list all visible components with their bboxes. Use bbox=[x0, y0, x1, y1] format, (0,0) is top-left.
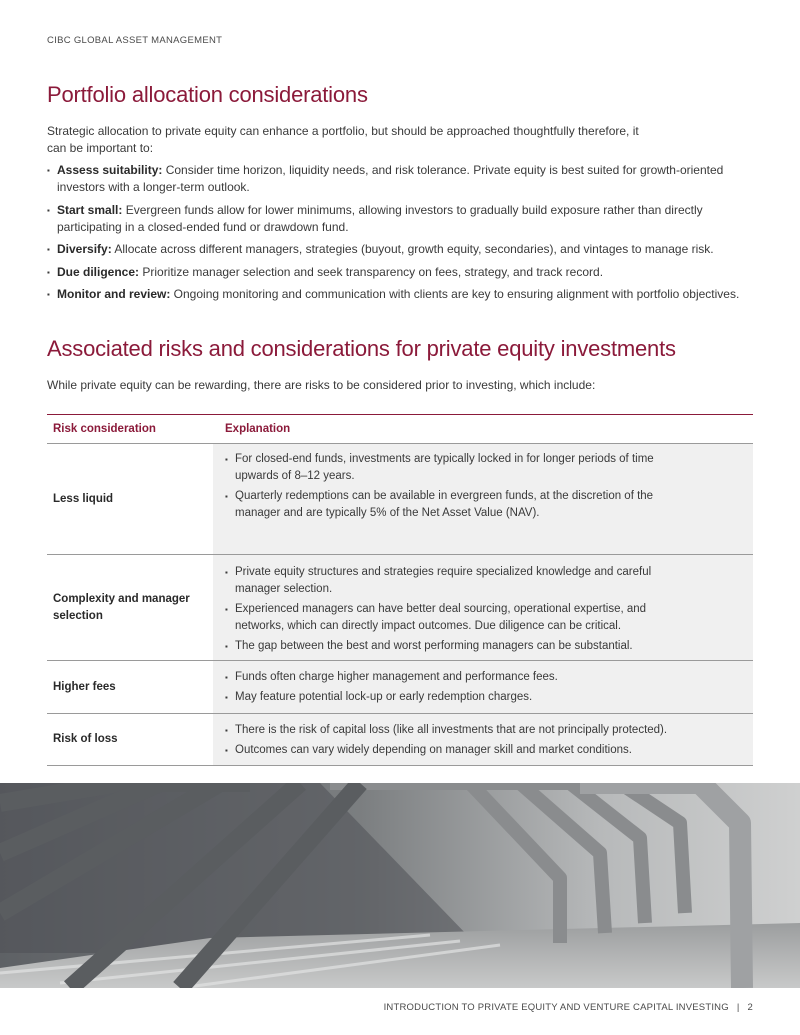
section-title-portfolio: Portfolio allocation considerations bbox=[47, 82, 368, 107]
bullet-diversify bbox=[47, 241, 757, 258]
table-row bbox=[47, 714, 753, 766]
explanation-point: ▪ For closed-end funds, investments are typically locked in for longer periods of time upwards of 8–12 years. bbox=[225, 451, 685, 485]
risk-name: Complexity and manager selection bbox=[53, 592, 190, 622]
bullet-monitor-review bbox=[47, 286, 757, 303]
risk-name: Higher fees bbox=[53, 680, 116, 693]
risk-explanation bbox=[213, 444, 753, 554]
bullet-start-small bbox=[47, 202, 757, 236]
risk-explanation bbox=[213, 555, 753, 660]
column-header-risk: Risk consideration bbox=[47, 415, 213, 443]
bullet-due-diligence bbox=[47, 264, 757, 281]
bullet-term: Start small: bbox=[57, 202, 123, 217]
risk-name: Risk of loss bbox=[53, 733, 118, 745]
footer-separator: | bbox=[736, 1002, 740, 1013]
explanation-point: ▪ Private equity structures and strategies require specialized knowledge and careful manager selection. bbox=[225, 564, 665, 598]
table-row bbox=[47, 555, 753, 661]
bullet-text: Ongoing monitoring and communication with clients are key to ensuring alignment with portfolio objectives. bbox=[170, 287, 740, 301]
footer-title: INTRODUCTION TO PRIVATE EQUITY AND VENTURE CAPITAL INVESTING bbox=[383, 1002, 729, 1013]
explanation-point: ▪ The gap between the best and worst performing managers can be substantial. bbox=[225, 638, 743, 655]
bullet-text: Evergreen funds allow for lower minimums, allowing investors to gradually build exposure rather than directly participating in a closed-ended fund or drawdown fund. bbox=[57, 202, 703, 234]
bullet-term: Diversify: bbox=[57, 242, 112, 256]
bullet-term: Monitor and review: bbox=[57, 287, 171, 301]
risks-intro: While private equity can be rewarding, there are risks to be considered prior to investing, which include: bbox=[47, 378, 596, 392]
bullet-term: Due diligence: bbox=[57, 264, 140, 279]
bullet-text: Allocate across different managers, strategies (buyout, growth equity, secondaries), and vintages to manage risk. bbox=[111, 242, 714, 256]
explanation-point: ▪ Quarterly redemptions can be available in evergreen funds, at the discretion of the manager and are typically 5% of the Net Asset Value (NAV). bbox=[225, 488, 685, 522]
explanation-point: ▪ There is the risk of capital loss (like all investments that are not principally protected). bbox=[225, 722, 743, 739]
table-header-row bbox=[47, 415, 753, 444]
explanation-point: ▪ Experienced managers can have better deal sourcing, operational expertise, and networks, which can directly impact outcomes. Due diligence can be critical. bbox=[225, 601, 675, 635]
page-footer bbox=[384, 1002, 753, 1013]
portfolio-bullet-list bbox=[47, 162, 757, 309]
bullet-text: Prioritize manager selection and seek transparency on fees, strategy, and track record. bbox=[139, 264, 604, 279]
concrete-arches-illustration bbox=[0, 783, 800, 988]
brand-header: CIBC GLOBAL ASSET MANAGEMENT bbox=[47, 35, 223, 46]
column-header-explanation: Explanation bbox=[213, 415, 753, 443]
table-row bbox=[47, 444, 753, 555]
bullet-term: Assess suitability: bbox=[57, 163, 163, 177]
explanation-point: ▪ May feature potential lock-up or early redemption charges. bbox=[225, 689, 743, 706]
risk-explanation bbox=[213, 661, 753, 713]
page-number: 2 bbox=[747, 1002, 753, 1013]
risk-explanation bbox=[213, 714, 753, 765]
explanation-point: ▪ Funds often charge higher management and performance fees. bbox=[225, 669, 743, 686]
portfolio-intro: Strategic allocation to private equity can enhance a portfolio, but should be approached thoughtfully therefore, it can be important to: bbox=[47, 124, 639, 155]
bullet-text: Consider time horizon, liquidity needs, and risk tolerance. Private equity is best suited for growth-oriented investors with a longer-term outlook. bbox=[57, 163, 724, 194]
risk-name: Less liquid bbox=[53, 492, 114, 505]
bullet-assess-suitability bbox=[47, 162, 757, 196]
explanation-point: ▪ Outcomes can vary widely depending on manager skill and market conditions. bbox=[225, 742, 743, 759]
section-title-risks: Associated risks and considerations for private equity investments bbox=[47, 336, 676, 361]
architecture-photo bbox=[0, 783, 800, 988]
table-row bbox=[47, 661, 753, 714]
risk-table bbox=[47, 414, 753, 766]
